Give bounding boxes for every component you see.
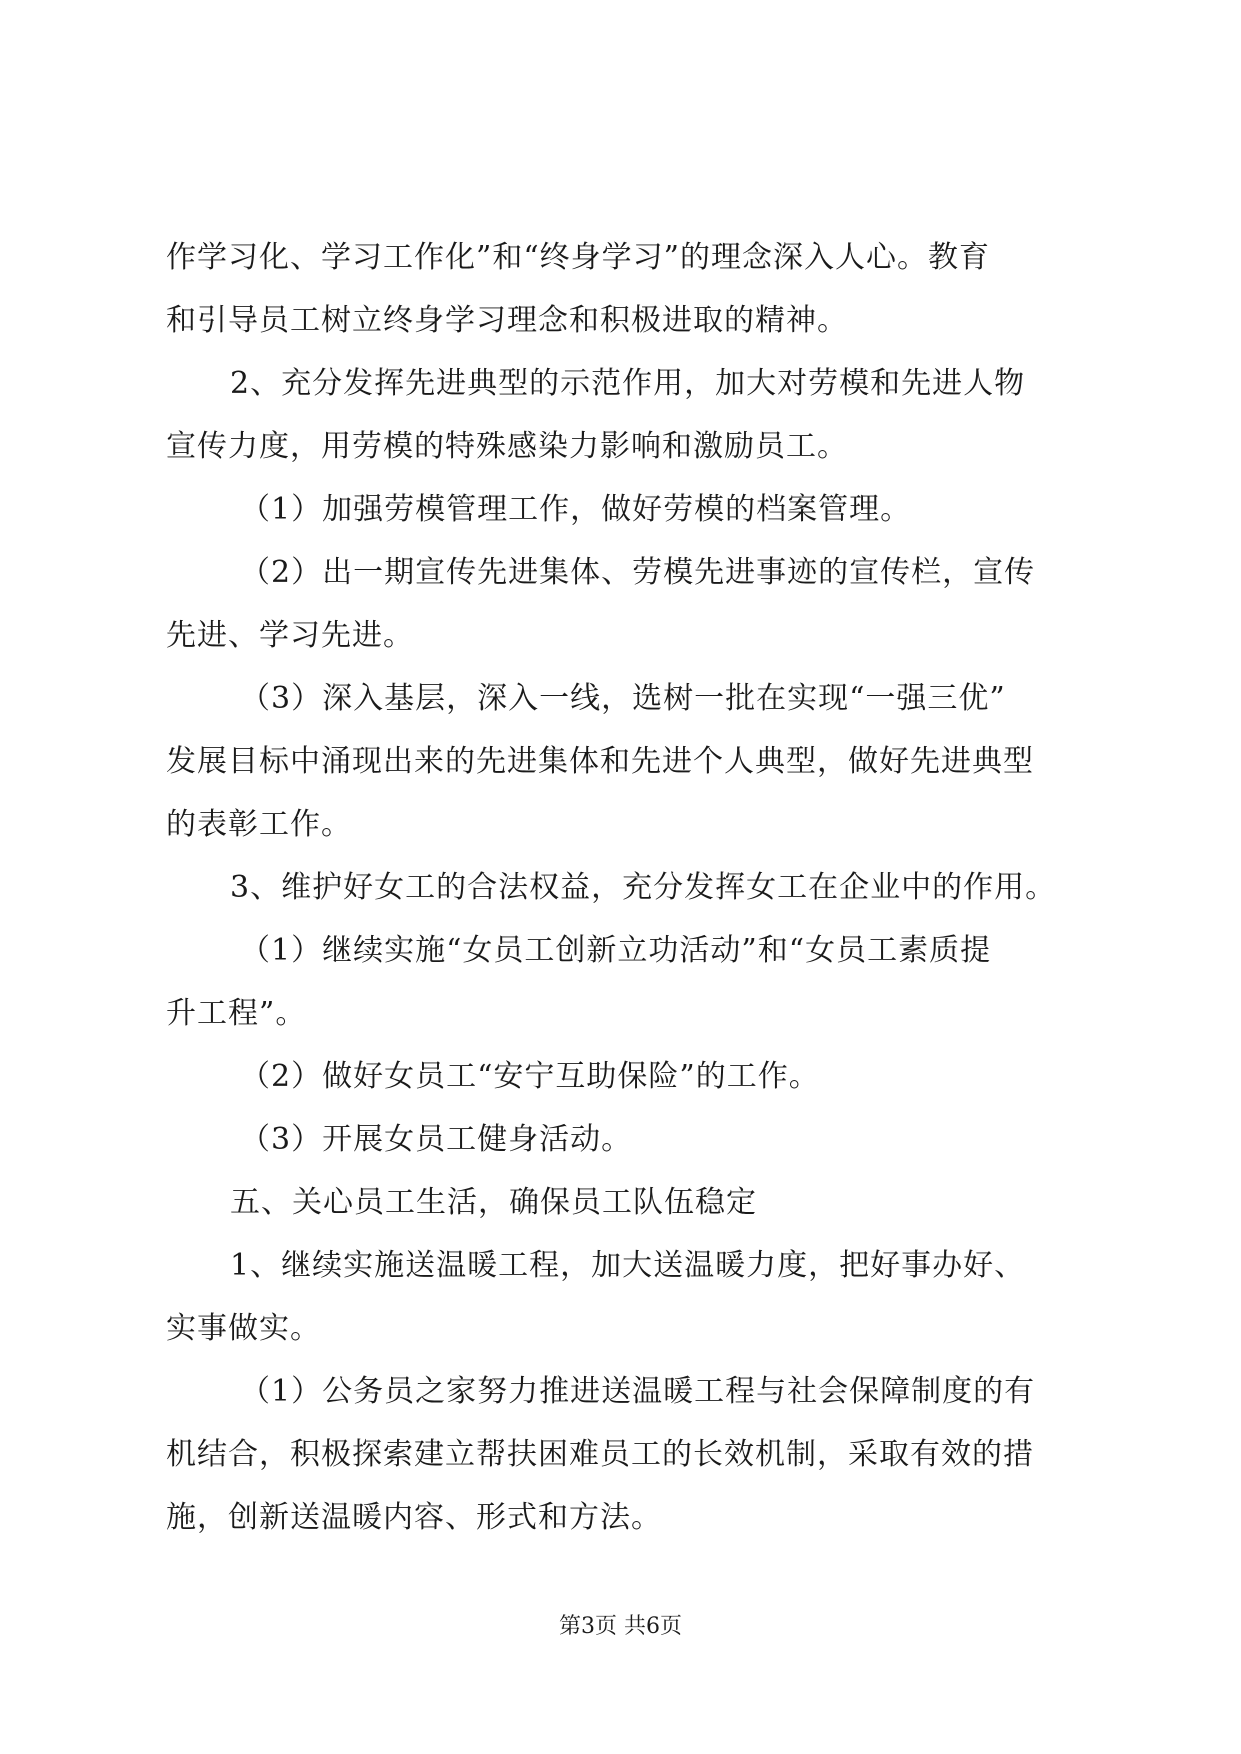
text-line: 1、继续实施送温暖工程，加大送温暖力度，把好事办好、 <box>230 1248 1026 1283</box>
text-line: 3、维护好女工的合法权益，充分发挥女工在企业中的作用。 <box>230 870 1057 905</box>
text-line: 发展目标中涌现出来的先进集体和先进个人典型，做好先进典型 <box>166 744 1034 779</box>
text-line: 和引导员工树立终身学习理念和积极进取的精神。 <box>166 303 848 338</box>
text-line: 升工程”。 <box>166 996 307 1031</box>
text-line: （1）继续实施“女员工创新立功活动”和“女员工素质提 <box>240 933 992 968</box>
text-line: （3）开展女员工健身活动。 <box>240 1122 633 1157</box>
page-footer <box>0 1612 1241 1642</box>
text-line: 作学习化、学习工作化”和“终身学习”的理念深入人心。教育 <box>166 240 991 275</box>
text-line: 实事做实。 <box>166 1311 321 1346</box>
text-line: 先进、学习先进。 <box>166 618 414 653</box>
document-body <box>166 226 1086 1549</box>
text-line: 施，创新送温暖内容、形式和方法。 <box>166 1500 662 1535</box>
text-line: 机结合，积极探索建立帮扶困难员工的长效机制，采取有效的措 <box>166 1437 1034 1472</box>
page-number-label: 第3页 共6页 <box>559 1614 682 1639</box>
text-line: （3）深入基层，深入一线，选树一批在实现“一强三优” <box>240 681 1006 716</box>
text-line: 的表彰工作。 <box>166 807 352 842</box>
text-line: （2）做好女员工“安宁互助保险”的工作。 <box>240 1059 820 1094</box>
text-line: 2、充分发挥先进典型的示范作用，加大对劳模和先进人物 <box>230 366 1026 401</box>
text-line: （1）公务员之家努力推进送温暖工程与社会保障制度的有 <box>240 1374 1036 1409</box>
text-line: （1）加强劳模管理工作，做好劳模的档案管理。 <box>240 492 912 527</box>
text-line: （2）出一期宣传先进集体、劳模先进事迹的宣传栏，宣传 <box>240 555 1036 590</box>
text-line: 宣传力度，用劳模的特殊感染力影响和激励员工。 <box>166 429 848 464</box>
section-heading: 五、关心员工生活，确保员工队伍稳定 <box>230 1185 757 1220</box>
